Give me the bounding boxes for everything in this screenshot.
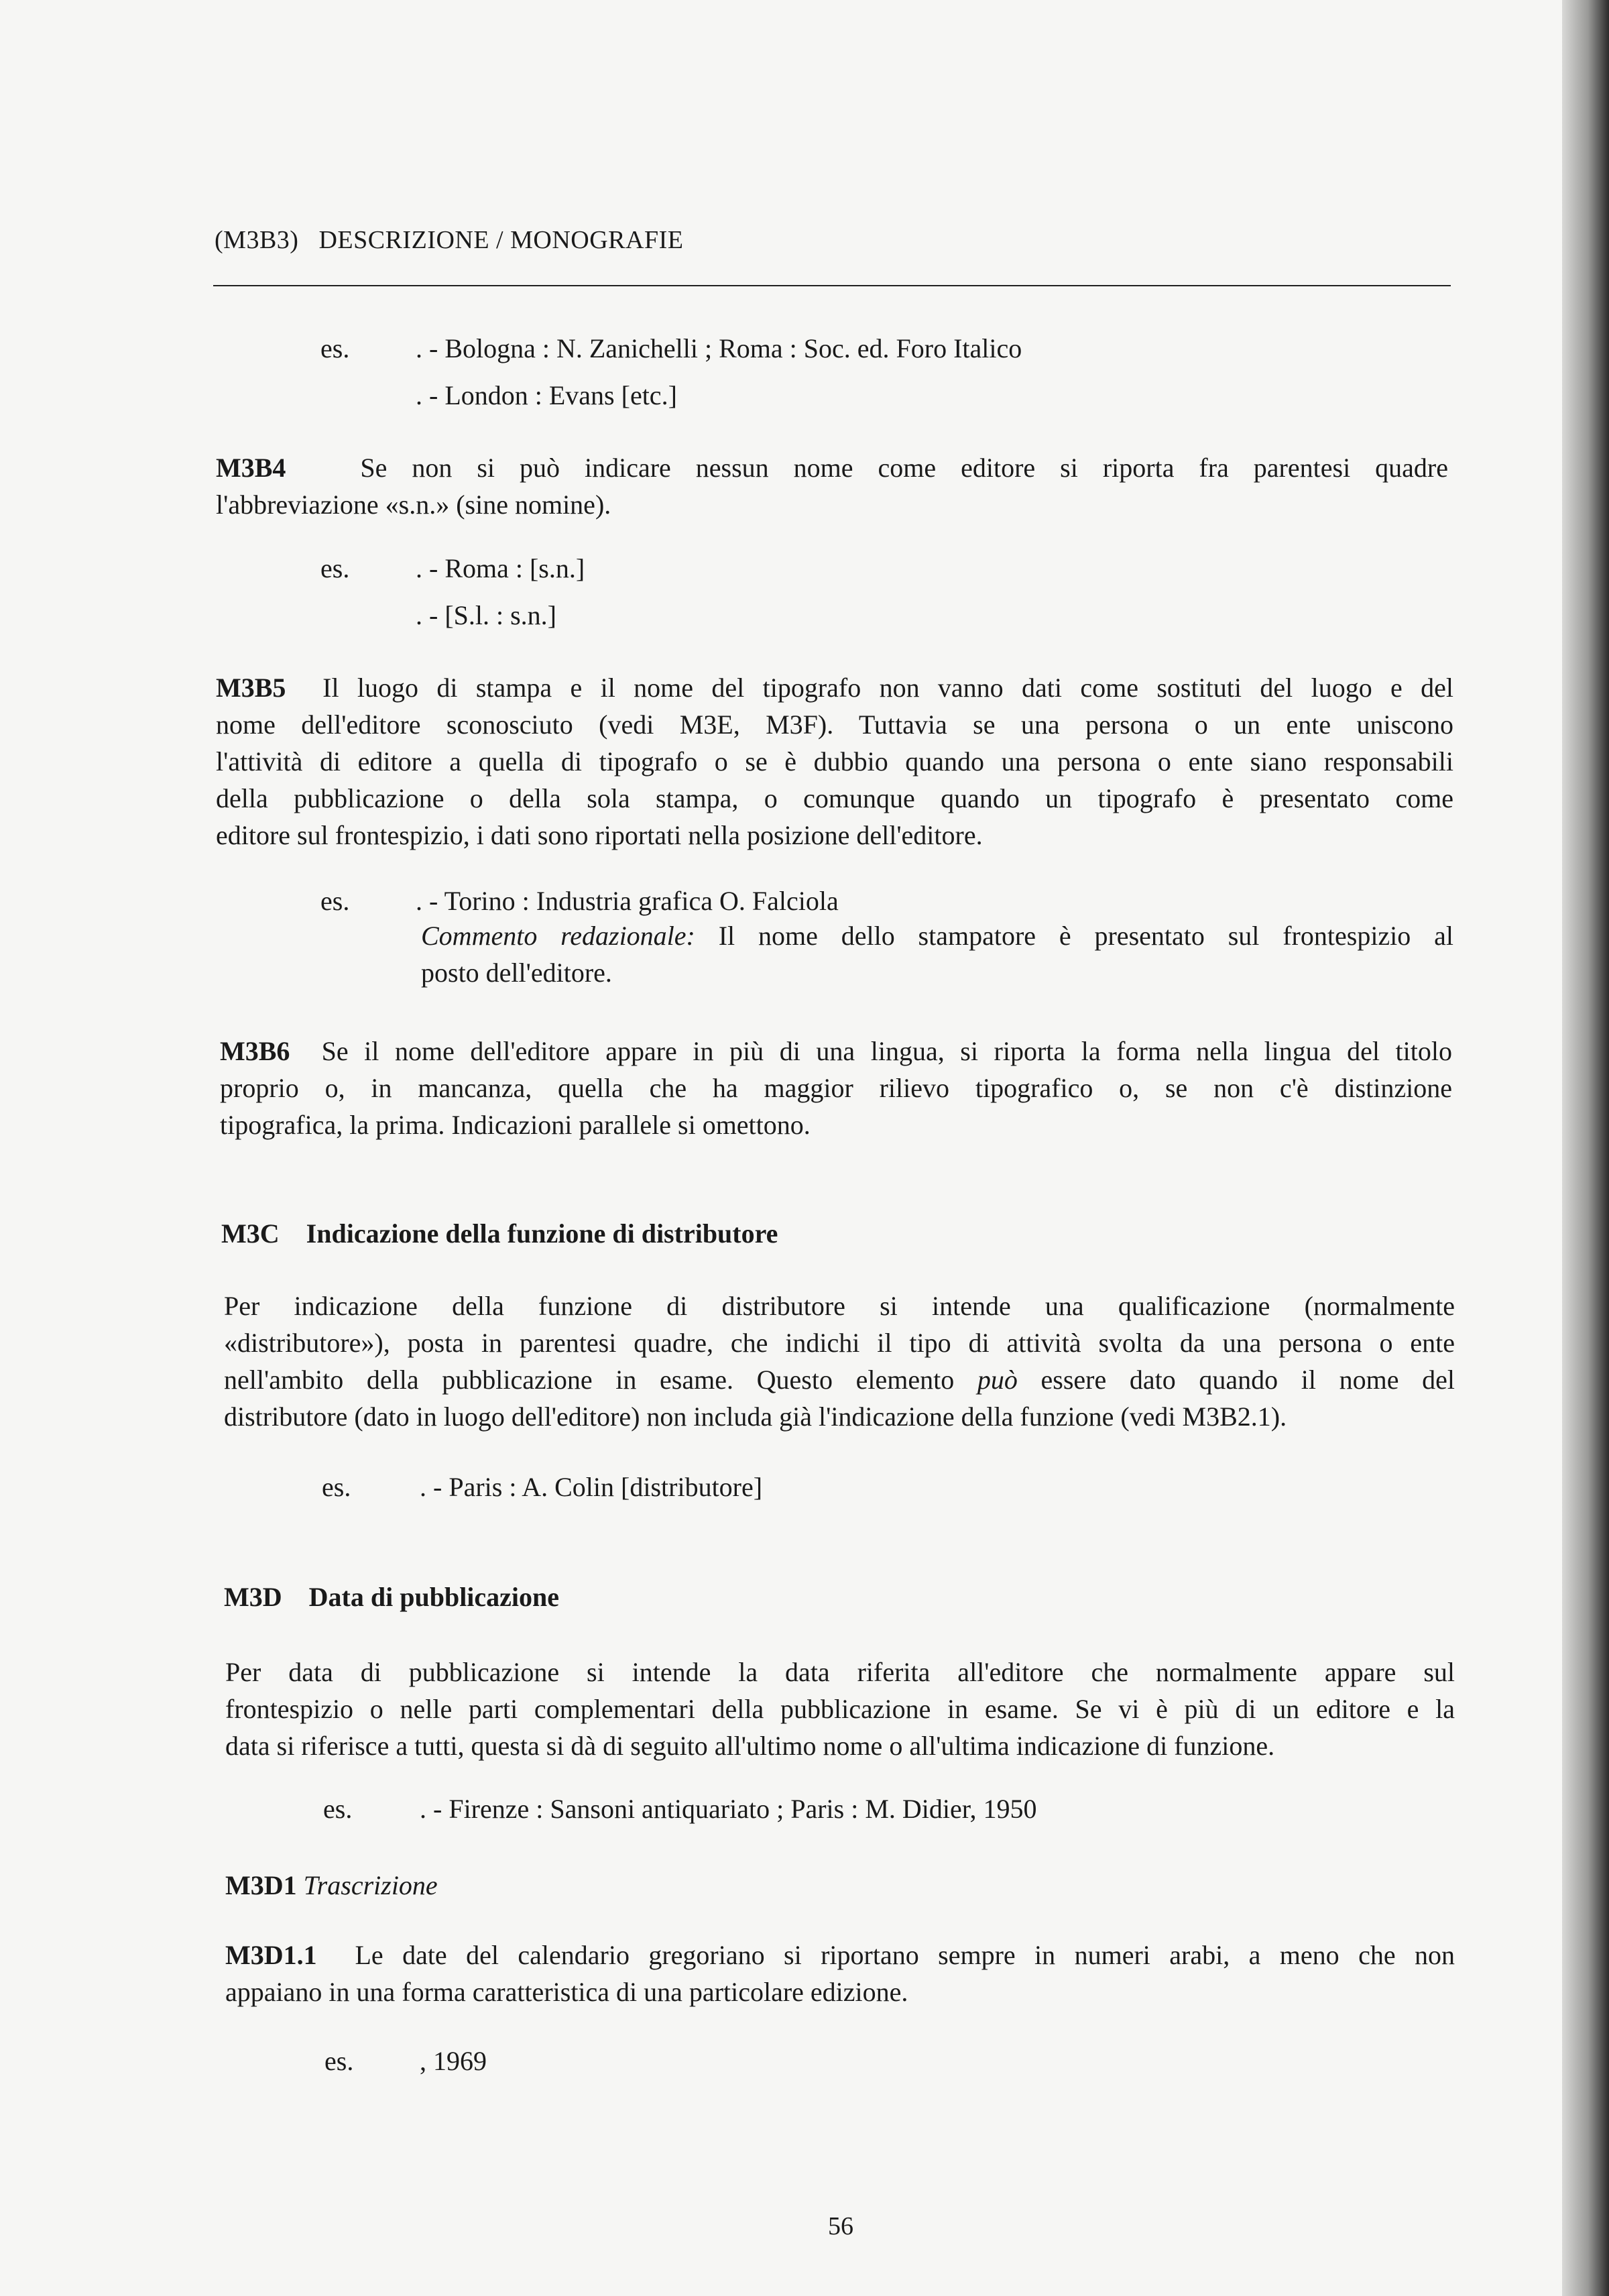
example-label: es. (324, 2046, 354, 2076)
emphasis: può (977, 1365, 1018, 1395)
paragraph-line: Le date del calendario gregoriano si riportano sempre in numeri arabi, a meno che non (355, 1940, 1455, 1970)
paragraph-line: Per data di pubblicazione si intende la data riferita all'editore che normalmente appare sul (225, 1657, 1455, 1687)
paragraph-m3d1-1 (225, 1937, 1455, 2010)
example-line: . - Roma : [s.n.] (416, 553, 585, 583)
paragraph-line: data si riferisce a tutti, questa si dà di seguito all'ultimo nome o all'ultima indicazione di funzione. (225, 1731, 1275, 1761)
example-label: es. (322, 1472, 351, 1502)
example-label: es. (320, 886, 350, 916)
comment-line: Il nome dello stampatore è presentato sul frontespizio al (718, 921, 1454, 951)
section-title: Trascrizione (303, 1870, 438, 1900)
example-label: es. (320, 333, 350, 363)
example-line: . - [S.l. : s.n.] (416, 600, 556, 630)
paragraph-m3c (224, 1287, 1455, 1435)
paragraph-m3b6 (220, 1033, 1452, 1143)
paragraph-line: «distributore»), posta in parentesi quadre, che indichi il tipo di attività svolta da una persona o ente (224, 1328, 1455, 1358)
section-heading-m3c (221, 1215, 778, 1253)
editorial-comment (421, 917, 1453, 991)
comment-label: Commento redazionale: (421, 921, 695, 951)
page-number: 56 (828, 2212, 853, 2240)
running-header (215, 221, 683, 259)
example-label: es. (320, 553, 350, 583)
section-heading-m3d (224, 1578, 559, 1616)
rule-code: M3B4 (216, 453, 286, 483)
paragraph-line: Se il nome dell'editore appare in più di una lingua, si riporta la forma nella lingua del titolo (321, 1036, 1453, 1066)
rule-code: M3B5 (216, 673, 286, 703)
section-title: Indicazione della funzione di distributore (306, 1218, 778, 1249)
example-line: . - Firenze : Sansoni antiquariato ; Paris : M. Didier, 1950 (420, 1794, 1037, 1824)
paragraph-m3d (225, 1654, 1455, 1764)
paragraph-line: Se non si può indicare nessun nome come editore si riporta fra parentesi quadre (360, 453, 1448, 483)
section-code: M3C (221, 1218, 280, 1249)
example-line: . - Paris : A. Colin [distributore] (420, 1472, 763, 1502)
example-line: . - London : Evans [etc.] (416, 380, 677, 410)
comment-line: posto dell'editore. (421, 958, 612, 988)
example-label: es. (323, 1794, 353, 1824)
paragraph-line: tipografica, la prima. Indicazioni parallele si omettono. (220, 1110, 811, 1140)
example-line: . - Torino : Industria grafica O. Falciola (416, 886, 839, 916)
paragraph-line: essere dato quando il nome del (1040, 1365, 1455, 1395)
section-title: Data di pubblicazione (308, 1582, 560, 1612)
paragraph-line: editore sul frontespizio, i dati sono riportati nella posizione dell'editore. (216, 820, 983, 850)
paragraph-line: Il luogo di stampa e il nome del tipografo non vanno dati come sostituti del luogo e del (322, 673, 1454, 703)
paragraph-line: distributore (dato in luogo dell'editore) non includa già l'indicazione della funzione (vedi M3B2.1). (224, 1401, 1287, 1432)
paragraph-m3b5 (216, 669, 1453, 854)
example-line: . - Bologna : N. Zanichelli ; Roma : Soc. ed. Foro Italico (416, 333, 1022, 363)
section-code: M3D (224, 1582, 282, 1612)
paragraph-line: nome dell'editore sconosciuto (vedi M3E, M3F). Tuttavia se una persona o un ente uniscono (216, 709, 1453, 740)
header-section-ref: (M3B3) (215, 226, 299, 254)
header-title: DESCRIZIONE / MONOGRAFIE (318, 226, 684, 254)
section-code: M3D1 (225, 1870, 297, 1900)
rule-code: M3B6 (220, 1036, 290, 1066)
example-line: , 1969 (420, 2046, 487, 2076)
subsection-heading-m3d1 (225, 1867, 438, 1904)
page-edge-shadow (1562, 0, 1609, 2296)
paragraph-line: appaiano in una forma caratteristica di una particolare edizione. (225, 1977, 908, 2007)
paragraph-line: frontespizio o nelle parti complementari della pubblicazione in esame. Se vi è più di un editore e la (225, 1694, 1455, 1724)
paragraph-line: l'abbreviazione «s.n.» (sine nomine). (216, 490, 611, 520)
rule-code: M3D1.1 (225, 1940, 317, 1970)
paragraph-line: Per indicazione della funzione di distributore si intende una qualificazione (normalmente (224, 1291, 1455, 1321)
header-rule (213, 285, 1451, 286)
paragraph-line: nell'ambito della pubblicazione in esame. Questo elemento (224, 1365, 955, 1395)
paragraph-line: proprio o, in mancanza, quella che ha maggior rilievo tipografico o, se non c'è distinzione (220, 1073, 1452, 1103)
paragraph-line: l'attività di editore a quella di tipografo o se è dubbio quando una persona o ente siano responsabili (216, 746, 1453, 777)
paragraph-m3b4 (216, 449, 1448, 523)
paragraph-line: della pubblicazione o della sola stampa, o comunque quando un tipografo è presentato come (216, 783, 1453, 813)
